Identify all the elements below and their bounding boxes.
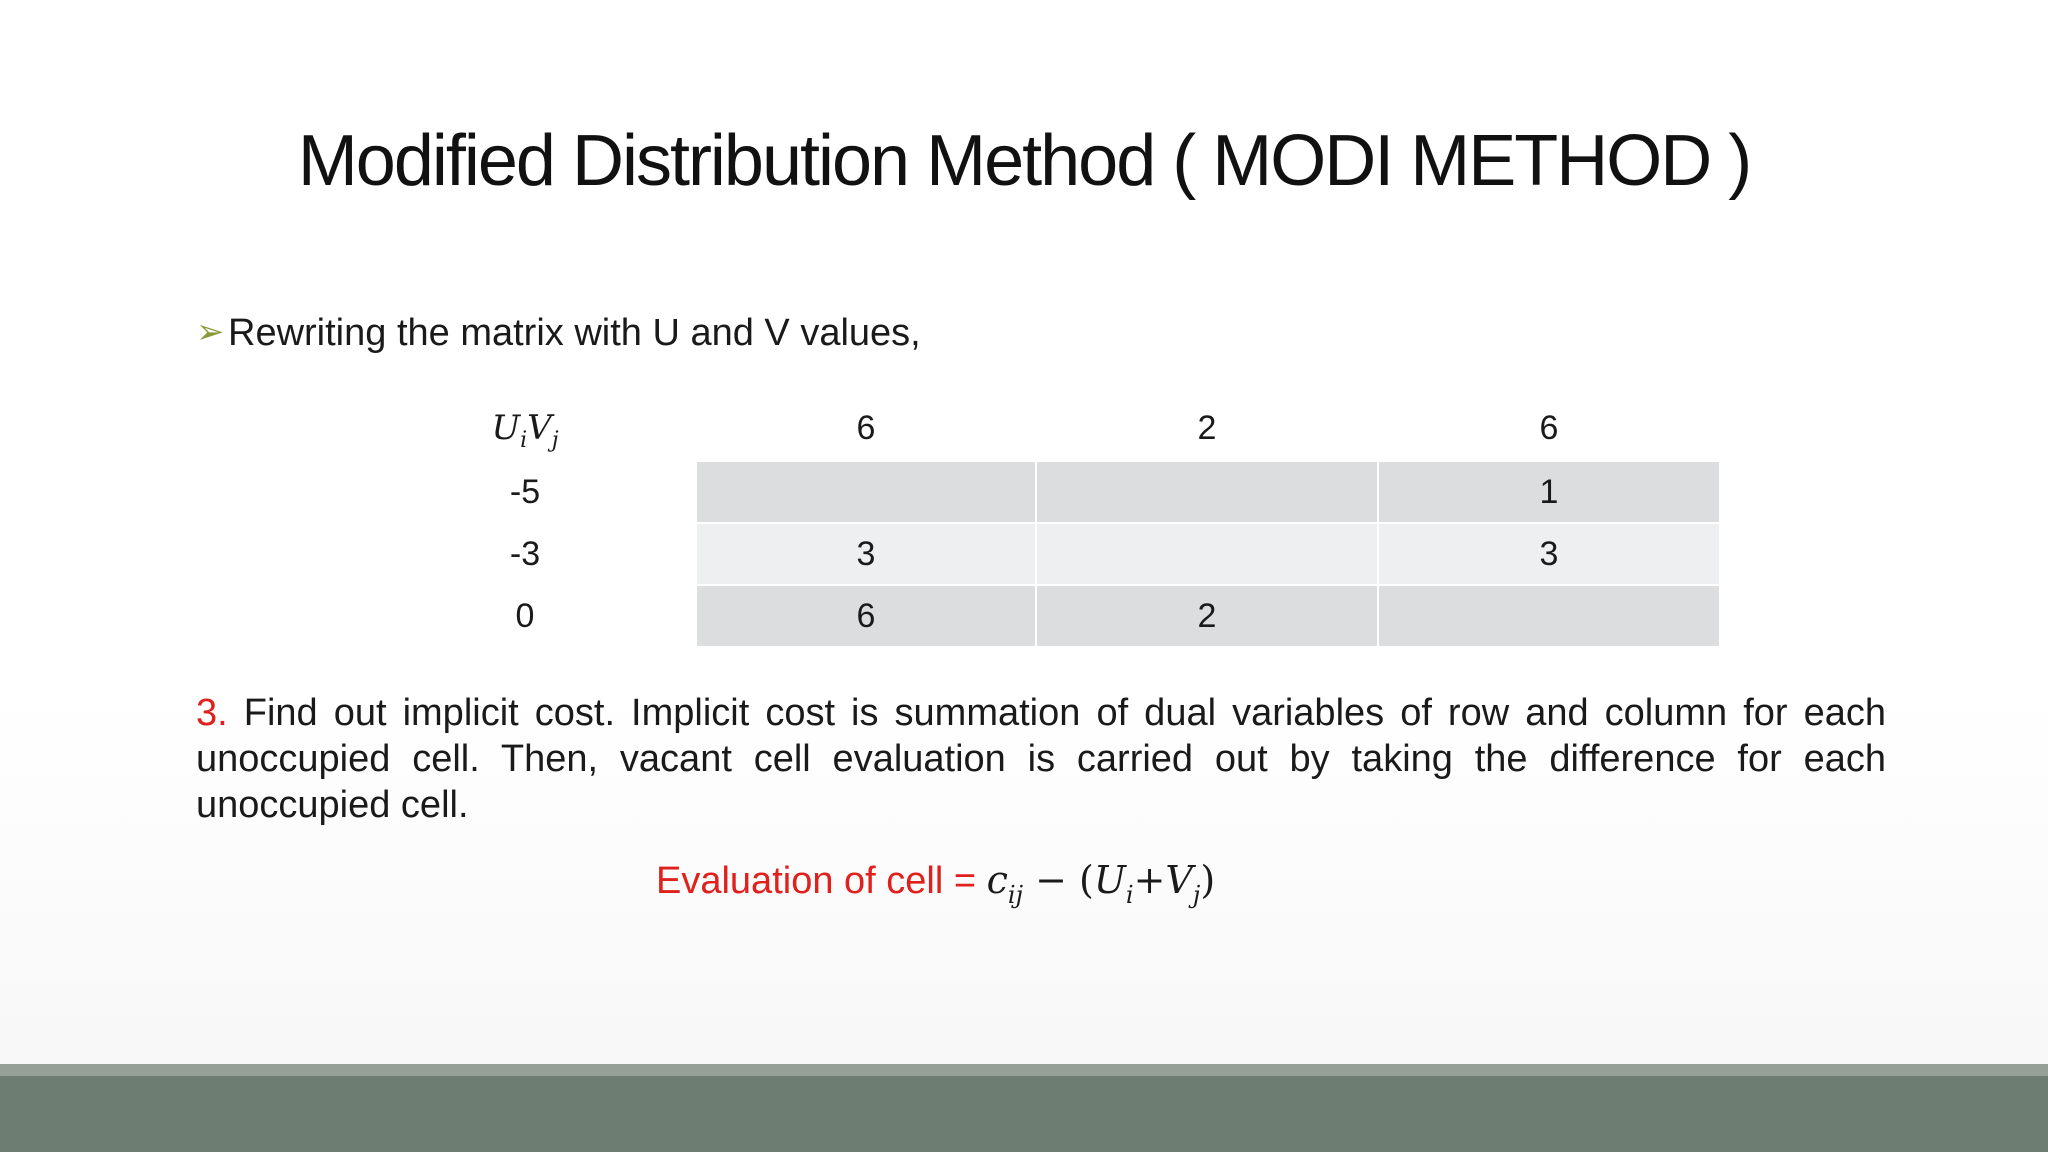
matrix-cell	[1037, 524, 1377, 584]
v-value: 2	[1197, 409, 1217, 447]
bullet-text: Rewriting the matrix with U and V values,	[228, 312, 921, 354]
formula-label: Evaluation of cell =	[656, 860, 987, 902]
footer-stripe	[0, 1064, 2048, 1076]
matrix-cell: 6	[697, 586, 1035, 646]
u-value: -5	[509, 473, 541, 511]
footer-bar	[0, 1076, 2048, 1152]
step-number: 3.	[196, 692, 228, 734]
formula-expression: $c_{ij} - (U_i+V_j)$	[986, 858, 1216, 909]
matrix-cell	[1379, 586, 1719, 646]
matrix-cell: 3	[1379, 524, 1719, 584]
matrix-cell	[697, 462, 1035, 522]
v-value: 6	[856, 409, 876, 447]
u-value: 0	[515, 597, 535, 635]
u-value: -3	[509, 535, 541, 573]
matrix-cell: 1	[1379, 462, 1719, 522]
arrow-bullet-icon: ➢	[196, 313, 225, 351]
evaluation-formula	[656, 858, 1215, 909]
matrix-cell: 3	[697, 524, 1035, 584]
matrix-corner-label: $U_iV_j$	[491, 408, 559, 453]
matrix-cell: 2	[1037, 586, 1377, 646]
slide-title: Modified Distribution Method ( MODI METHOD )	[297, 121, 1751, 201]
matrix-cell	[1037, 462, 1377, 522]
v-value: 6	[1539, 409, 1559, 447]
step-paragraph	[196, 690, 1886, 828]
step-text: Find out implicit cost. Implicit cost is summation of dual variables of row and column for each unoccupied cell. Then, vacant cell evaluation is carried out by taking the difference for each unoccupied cell.	[196, 692, 1886, 826]
